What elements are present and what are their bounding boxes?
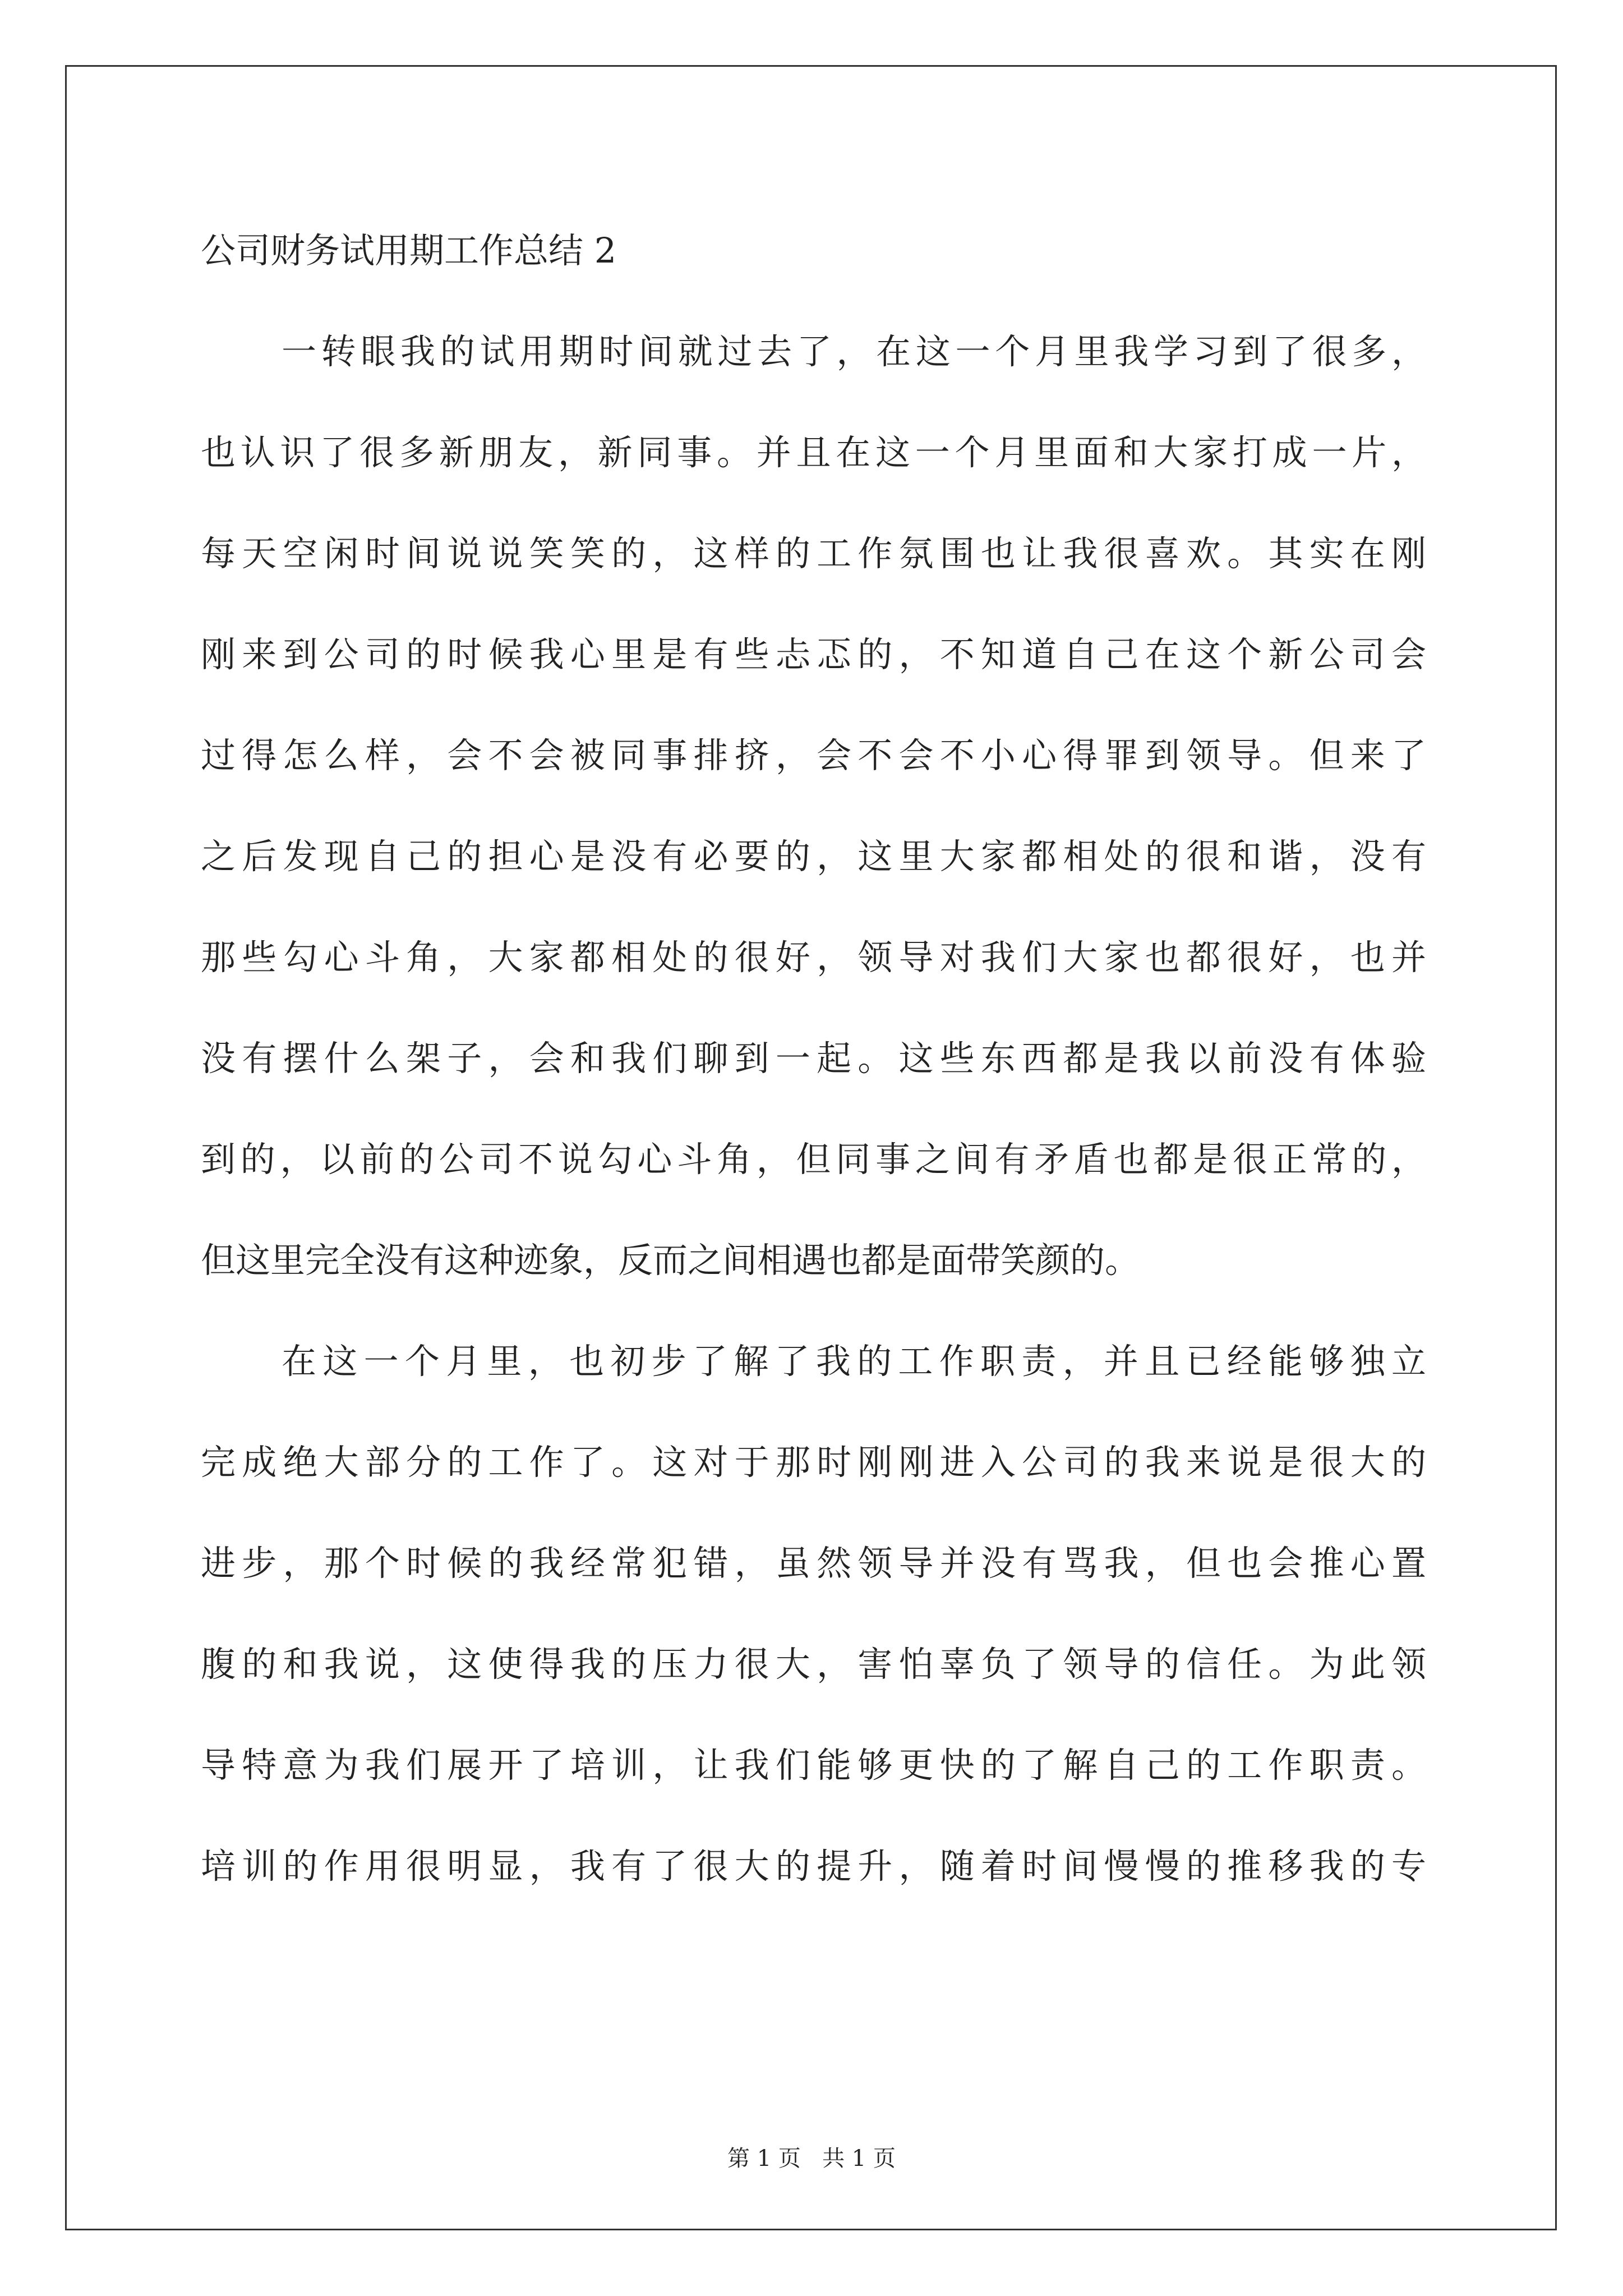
paragraph-1-line-5: 过得怎么样，会不会被同事排挤，会不会不小心得罪到领导。但来了 — [201, 735, 1426, 776]
document-title: 公司财务试用期工作总结 2 — [201, 230, 617, 271]
paragraph-1-line-6: 之后发现自己的担心是没有必要的，这里大家都相处的很和谐，没有 — [201, 836, 1426, 877]
paragraph-2-line-6: 培训的作用很明显，我有了很大的提升，随着时间慢慢的推移我的专 — [201, 1846, 1426, 1887]
paragraph-1-line-4: 刚来到公司的时候我心里是有些忐忑的，不知道自己在这个新公司会 — [201, 634, 1426, 675]
paragraph-1-line-7: 那些勾心斗角，大家都相处的很好，领导对我们大家也都很好，也并 — [201, 937, 1426, 978]
paragraph-2-line-3: 进步，那个时候的我经常犯错，虽然领导并没有骂我，但也会推心置 — [201, 1543, 1426, 1584]
paragraph-1-line-8: 没有摆什么架子，会和我们聊到一起。这些东西都是我以前没有体验 — [201, 1038, 1426, 1079]
paragraph-1-line-2: 也认识了很多新朋友，新同事。并且在这一个月里面和大家打成一片， — [201, 432, 1426, 473]
page-footer: 第 1 页 共 1 页 — [727, 2146, 896, 2171]
paragraph-1-line-1: 一转眼我的试用期时间就过去了，在这一个月里我学习到了很多， — [282, 331, 1426, 372]
paragraph-2-line-2: 完成绝大部分的工作了。这对于那时刚刚进入公司的我来说是很大的 — [201, 1442, 1426, 1483]
paragraph-1-line-9: 到的，以前的公司不说勾心斗角，但同事之间有矛盾也都是很正常的， — [201, 1139, 1426, 1180]
paragraph-1-line-3: 每天空闲时间说说笑笑的，这样的工作氛围也让我很喜欢。其实在刚 — [201, 533, 1426, 574]
paragraph-2-line-1: 在这一个月里，也初步了解了我的工作职责，并且已经能够独立 — [282, 1341, 1426, 1382]
paragraph-2-line-4: 腹的和我说，这使得我的压力很大，害怕辜负了领导的信任。为此领 — [201, 1644, 1426, 1685]
paragraph-2-line-5: 导特意为我们展开了培训，让我们能够更快的了解自己的工作职责。 — [201, 1745, 1426, 1786]
paragraph-1-line-10: 但这里完全没有这种迹象，反而之间相遇也都是面带笑颜的。 — [201, 1240, 1140, 1281]
